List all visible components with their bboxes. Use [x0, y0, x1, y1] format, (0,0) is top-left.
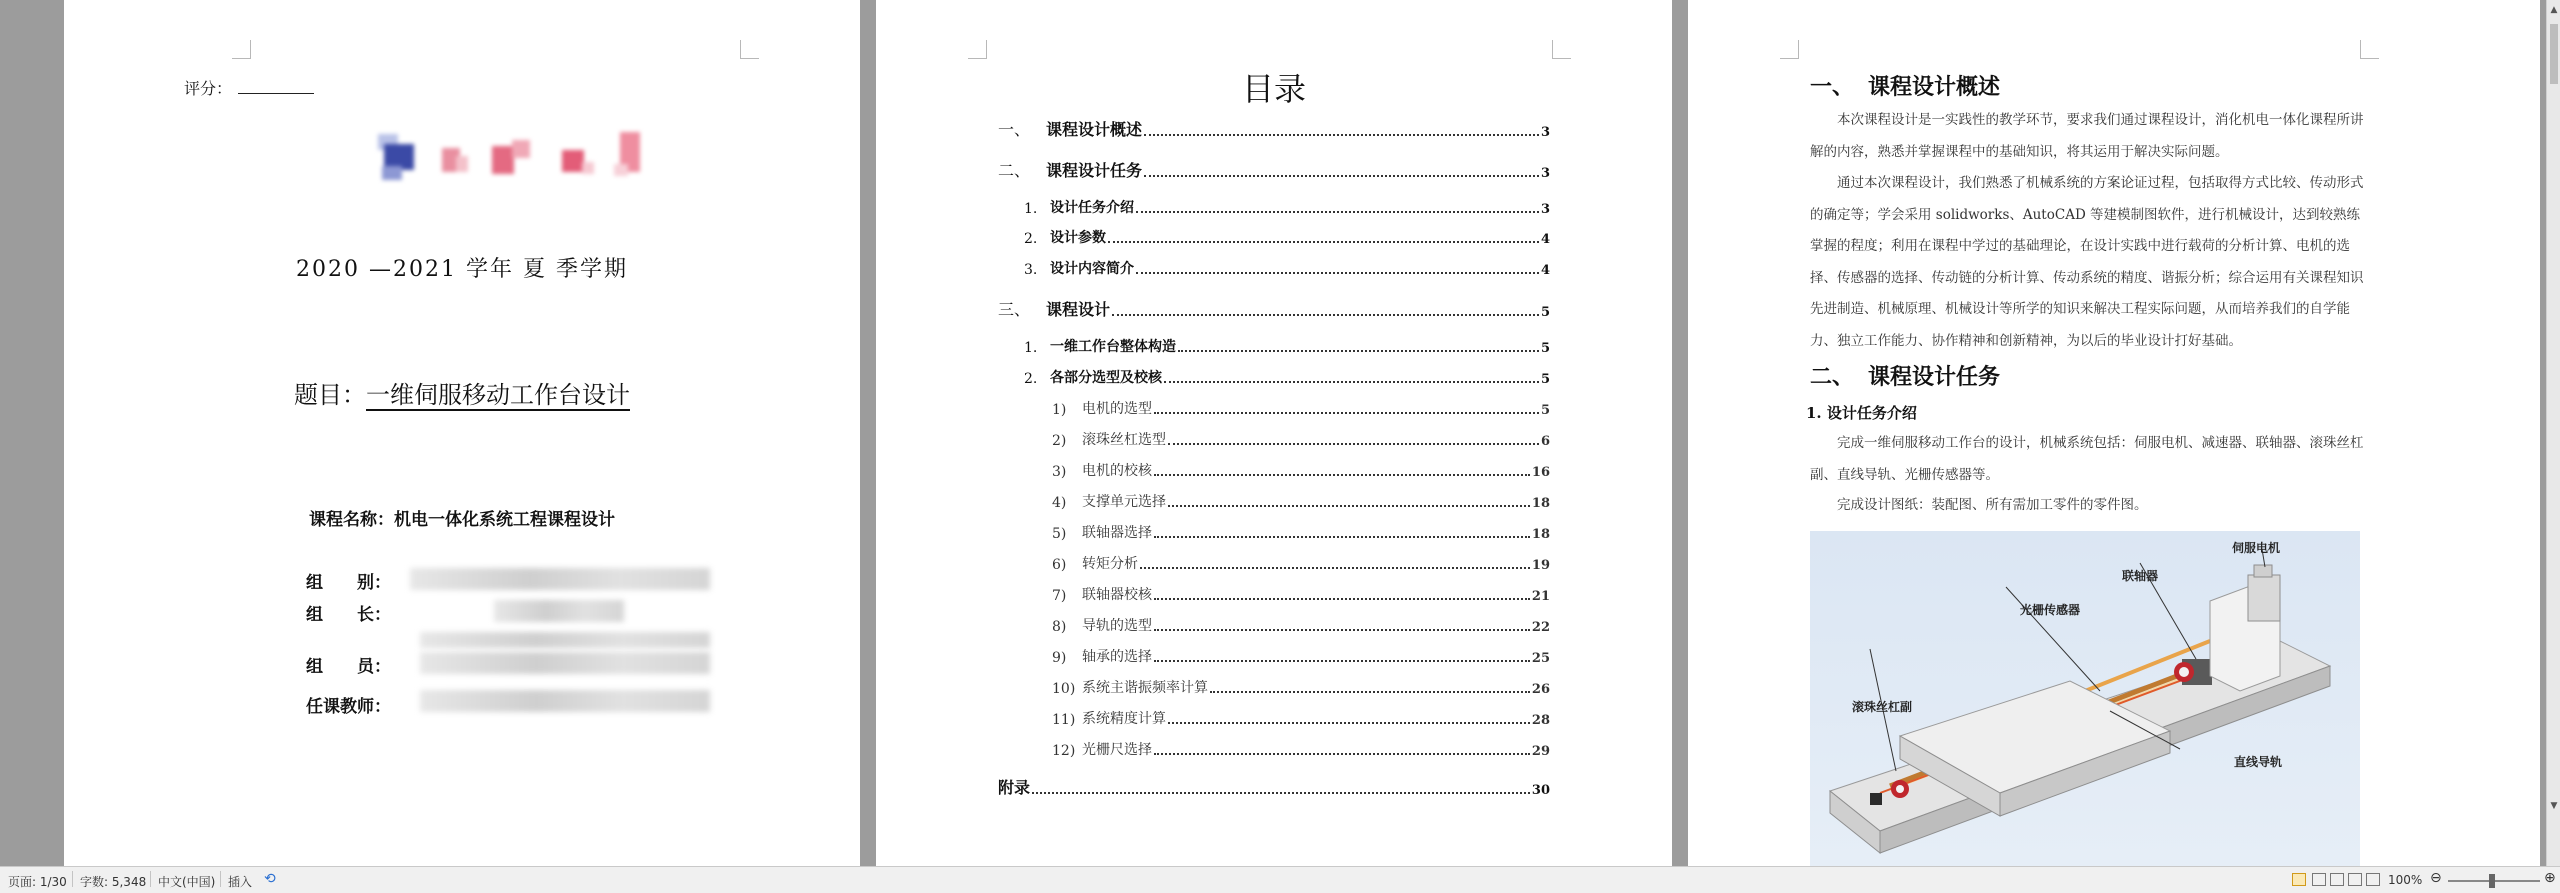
toc-entry-text: 系统精度计算 [1082, 711, 1166, 727]
toc-entry-page: 5 [1540, 305, 1550, 320]
thesis-title [64, 375, 860, 410]
toc-entry-page: 3 [1540, 125, 1550, 140]
toc-entry[interactable] [1052, 491, 1550, 511]
toc-entry-text: 轴承的选择 [1082, 649, 1152, 665]
toc-entry-page: 19 [1531, 558, 1550, 573]
toc-entry-text: 光栅尺选择 [1082, 742, 1152, 758]
toc-leader-dots [1144, 175, 1539, 177]
toc-entry[interactable] [1052, 429, 1550, 449]
toc-leader-dots [1108, 241, 1539, 243]
title-text: 一维伺服移动工作台设计 [366, 381, 630, 409]
toc-entry[interactable] [1052, 553, 1550, 573]
toc-entry-page: 26 [1531, 682, 1550, 697]
toc-leader-dots [1154, 660, 1530, 662]
scroll-thumb[interactable] [2550, 24, 2558, 84]
toc-entry-number: 二、 [998, 161, 1031, 180]
toc-entry-number: 7) [1052, 588, 1067, 604]
margin-corner-mark [2360, 40, 2379, 59]
toc-entry-number: 6) [1052, 557, 1067, 573]
draft-view-icon[interactable] [2366, 873, 2380, 886]
score-blank [238, 79, 314, 94]
zoom-slider-thumb[interactable] [2489, 874, 2495, 888]
toc-leader-dots [1154, 474, 1530, 476]
label-coupling: 联轴器 [2122, 569, 2159, 583]
heading-task: 二、 课程设计任务 [1810, 364, 2001, 390]
toc-entry-number: 4) [1052, 495, 1067, 511]
toc-leader-dots [1168, 443, 1539, 445]
toc-entry-text: 系统主谐振频率计算 [1082, 680, 1208, 696]
toc-entry[interactable] [1024, 258, 1550, 278]
scroll-down-icon[interactable]: ▼ [2550, 801, 2558, 811]
toc-entry[interactable] [998, 775, 1550, 798]
title-label: 题目： [294, 381, 366, 409]
task-paragraph-1: 完成一维伺服移动工作台的设计，机械系统包括：伺服电机、减速器、联轴器、滚珠丝杠副、直线导轨、光栅传感器等。 [1810, 435, 2364, 483]
toc-entry-text: 课程设计概述 [1046, 120, 1143, 139]
toc-leader-dots [1164, 381, 1539, 383]
toc-entry[interactable] [998, 117, 1550, 140]
toc-entry[interactable] [1052, 708, 1550, 728]
toc-entry-number: 2. [1024, 231, 1038, 247]
cover-page [64, 0, 860, 866]
status-bar [0, 866, 2560, 893]
toc-entry-number: 5) [1052, 526, 1067, 542]
toc-entry[interactable] [998, 297, 1550, 320]
toc-entry[interactable] [1052, 615, 1550, 635]
toc-entry-page: 3 [1540, 166, 1550, 181]
toc-leader-dots [1178, 350, 1539, 352]
toc-entry[interactable] [1052, 739, 1550, 759]
toc-entry[interactable] [1024, 367, 1550, 387]
toc-entry[interactable] [1052, 460, 1550, 480]
leader-value-redacted [494, 600, 624, 622]
toc-entry-text: 附录 [998, 778, 1031, 797]
status-insert-mode[interactable]: 插入 [228, 875, 253, 889]
toc-entry-number: 10) [1052, 681, 1076, 697]
toc-entry-number: 2. [1024, 371, 1038, 387]
scroll-up-icon[interactable]: ▲ [2550, 5, 2558, 15]
toc-leader-dots [1210, 691, 1530, 693]
status-word-count[interactable]: 字数: 5,348 [80, 875, 147, 889]
toc-entry-text: 联轴器校核 [1082, 587, 1152, 603]
toc-leader-dots [1168, 722, 1530, 724]
toc-entry-page: 21 [1531, 589, 1550, 604]
zoom-level[interactable]: 100% [2388, 873, 2423, 887]
vertical-scrollbar[interactable] [2546, 0, 2560, 866]
toc-entry-text: 设计任务介绍 [1050, 200, 1134, 216]
group-label: 组 别： [306, 573, 391, 593]
toc-entry-text: 设计参数 [1050, 230, 1106, 246]
status-language[interactable]: 中文(中国) [158, 875, 216, 889]
toc-entry-text: 设计内容简介 [1050, 261, 1134, 277]
toc-leader-dots [1154, 629, 1530, 631]
leader-label: 组 长： [306, 605, 391, 625]
toc-entry-text: 转矩分析 [1082, 556, 1138, 572]
print-layout-view-icon[interactable] [2292, 873, 2306, 886]
toc-leader-dots [1168, 505, 1530, 507]
toc-entry-page: 30 [1531, 783, 1550, 798]
overview-paragraph-1: 本次课程设计是一实践性的教学环节，要求我们通过课程设计，消化机电一体化课程所讲解的内容，熟悉并掌握课程中的基础知识，将其运用于解决实际问题。 [1810, 112, 2364, 160]
members-value-redacted [420, 632, 710, 648]
toc-entry-number: 三、 [998, 300, 1031, 319]
toc-entry-page: 6 [1540, 434, 1550, 449]
margin-corner-mark [1780, 40, 1799, 59]
toc-entry-number: 11) [1052, 712, 1076, 728]
toc-title: 目录 [1241, 70, 1306, 108]
members-label: 组 员： [306, 657, 391, 677]
toc-entry-page: 25 [1531, 651, 1550, 666]
toc-entry-page: 16 [1531, 465, 1550, 480]
toc-entry-number: 8) [1052, 619, 1067, 635]
toc-leader-dots [1140, 567, 1530, 569]
toc-entry-text: 导轨的选型 [1082, 618, 1152, 634]
score-line [184, 76, 314, 99]
toc-entry-number: 一、 [998, 120, 1031, 139]
toc-entry[interactable] [1024, 336, 1550, 356]
toc-entry-text: 电机的校核 [1082, 463, 1152, 479]
toc-entry-page: 22 [1531, 620, 1550, 635]
toc-entry-text: 各部分选型及校核 [1050, 370, 1162, 386]
toc-entry-text: 滚珠丝杠选型 [1082, 432, 1166, 448]
content-page [1688, 0, 2540, 866]
toc-entry-text: 课程设计 [1046, 300, 1111, 319]
teacher-label: 任课教师： [306, 697, 391, 717]
toc-leader-dots [1154, 536, 1530, 538]
toc-entry-number: 3. [1024, 262, 1038, 278]
heading-task-intro: 1. 设计任务介绍 [1806, 404, 1917, 422]
course-name: 课程名称：机电一体化系统工程课程设计 [309, 510, 615, 530]
worktable-figure [1810, 531, 2360, 866]
toc-entry-text: 课程设计任务 [1046, 161, 1143, 180]
toc-entry-page: 5 [1540, 372, 1550, 387]
overview-paragraph-2: 通过本次课程设计，我们熟悉了机械系统的方案论证过程，包括取得方式比较、传动形式的确定等；学会采用 solidworks、AutoCAD 等建模制图软件，进行机械设计，达到较熟练掌握的程度；利用在课程中学过的基础理论，在设计实践中进行载荷的分析计算、电机的选择、传感器的选择、传动链的分析计算、传动系统的精度、谐振分析；综合运用有关课程知识先进制造、机械原理、机械设计等所学的知识来解决工程实际问题，从而培养我们的自学能力、独立工作能力、协作精神和创新精神，为以后的毕业设计打好基础。 [1810, 175, 2364, 349]
toc-entry-page: 28 [1531, 713, 1550, 728]
toc-leader-dots [1032, 792, 1530, 794]
toc-entry[interactable] [1052, 584, 1550, 604]
toc-entry-number: 3) [1052, 464, 1067, 480]
toc-leader-dots [1136, 272, 1539, 274]
toc-entry-number: 12) [1052, 743, 1076, 759]
margin-corner-mark [968, 40, 987, 59]
toc-entry-number: 1) [1052, 402, 1067, 418]
toc-entry-text: 一维工作台整体构造 [1050, 339, 1176, 355]
toc-entry[interactable] [1024, 197, 1550, 217]
toc-entry[interactable] [998, 158, 1550, 181]
margin-corner-mark [740, 40, 759, 59]
toc-entry[interactable] [1052, 677, 1550, 697]
toc-entry-number: 2) [1052, 433, 1067, 449]
toc-entry-number: 9) [1052, 650, 1067, 666]
zoom-out-icon[interactable]: ⊖ [2430, 870, 2442, 886]
margin-corner-mark [1552, 40, 1571, 59]
toc-entry[interactable] [1052, 522, 1550, 542]
members-value-redacted [420, 652, 710, 674]
heading-overview: 一、 课程设计概述 [1810, 74, 2001, 100]
outline-view-icon[interactable] [2348, 873, 2362, 886]
label-grating-sensor: 光栅传感器 [2020, 603, 2081, 617]
toc-entry[interactable] [1024, 227, 1550, 247]
toc-entry-page: 5 [1540, 403, 1550, 418]
label-ball-screw: 滚珠丝杠副 [1852, 700, 1913, 714]
toc-entry-text: 支撑单元选择 [1082, 494, 1166, 510]
label-servo-motor: 伺服电机 [2232, 541, 2281, 555]
toc-entry[interactable] [1052, 646, 1550, 666]
toc-entry-number: 1. [1024, 201, 1038, 217]
toc-entry-page: 4 [1540, 263, 1550, 278]
toc-leader-dots [1144, 134, 1539, 136]
full-screen-reading-view-icon[interactable] [2312, 873, 2326, 886]
toc-entry-page: 5 [1540, 341, 1550, 356]
group-value-redacted [410, 568, 710, 590]
toc-entry-page: 18 [1531, 527, 1550, 542]
school-logo-blurred [314, 126, 664, 182]
label-linear-guide: 直线导轨 [2234, 755, 2283, 769]
zoom-in-icon[interactable]: ⊕ [2544, 870, 2556, 886]
macro-record-icon[interactable]: ⟲ [264, 871, 276, 887]
toc-leader-dots [1136, 211, 1539, 213]
toc-entry-page: 4 [1540, 232, 1550, 247]
toc-entry-page: 18 [1531, 496, 1550, 511]
toc-entry-page: 29 [1531, 744, 1550, 759]
toc-entry-text: 电机的选型 [1082, 401, 1152, 417]
academic-year: 2020 —2021 学年 夏 季学期 [295, 257, 629, 282]
margin-corner-mark [232, 40, 251, 59]
toc-entry-number: 1. [1024, 340, 1038, 356]
score-label: 评分： [184, 79, 233, 98]
teacher-value-redacted [420, 690, 710, 712]
toc-leader-dots [1112, 314, 1539, 316]
toc-entry-text: 联轴器选择 [1082, 525, 1152, 541]
toc-leader-dots [1154, 412, 1539, 414]
toc-page [876, 0, 1672, 866]
status-page-count[interactable]: 页面: 1/30 [8, 875, 67, 889]
toc-entry-page: 3 [1540, 202, 1550, 217]
web-layout-view-icon[interactable] [2330, 873, 2344, 886]
toc-leader-dots [1154, 753, 1530, 755]
toc-entry[interactable] [1052, 398, 1550, 418]
toc-leader-dots [1154, 598, 1530, 600]
task-paragraph-2: 完成设计图纸：装配图、所有需加工零件的零件图。 [1837, 497, 2148, 513]
